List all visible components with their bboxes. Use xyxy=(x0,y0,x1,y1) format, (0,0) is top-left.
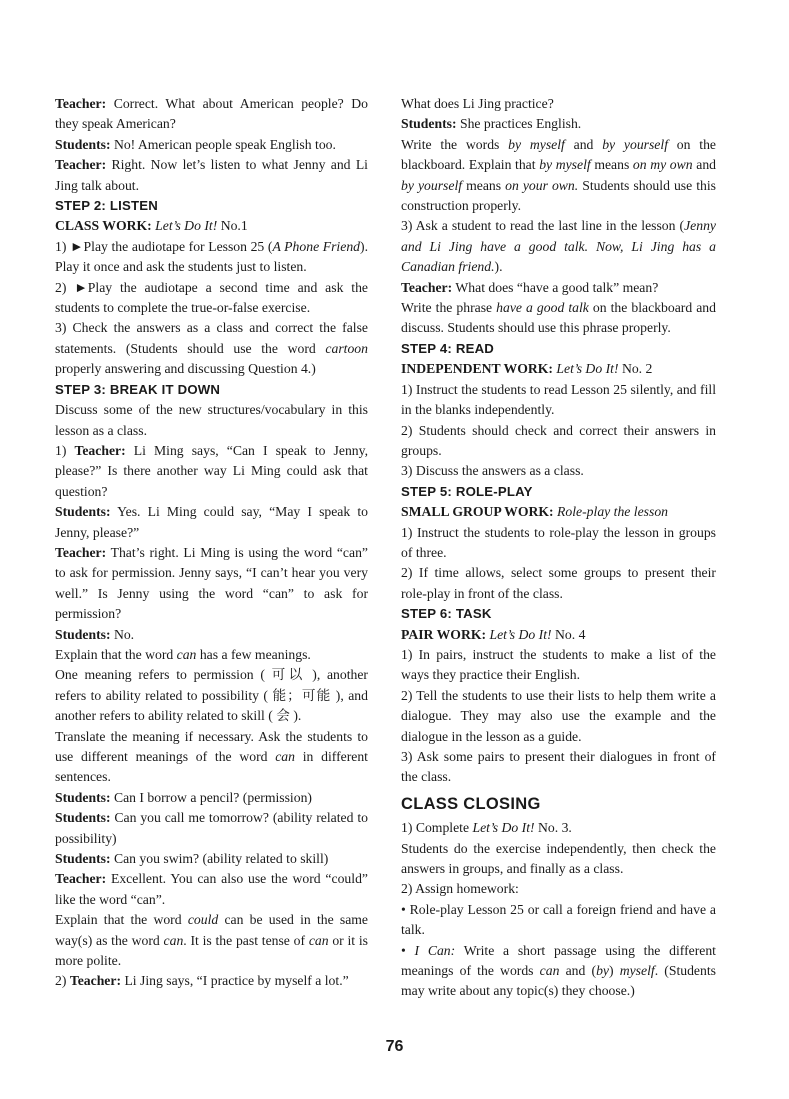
paragraph: 3) Ask some pairs to present their dialogues in front of the class. xyxy=(401,749,716,785)
paragraph: Students: Can I borrow a pencil? (permission) xyxy=(55,789,312,805)
paragraph: 3) Ask a student to read the last line in the lesson (Jenny and Li Jing have a good talk. Now, Li Jing has a Canadian friend.). xyxy=(401,218,716,275)
paragraph: Students: Yes. Li Ming could say, “May I speak to Jenny, please?” xyxy=(55,504,368,540)
step-heading: STEP 5: ROLE-PLAY xyxy=(401,483,533,499)
activity-label: SMALL GROUP WORK: Role-play the lesson xyxy=(401,504,669,520)
bullet-item: • Role-play Lesson 25 or call a foreign friend and have a talk. xyxy=(401,901,716,938)
paragraph: 1) Complete Let’s Do It! No. 3. xyxy=(401,820,572,836)
step-heading: STEP 2: LISTEN xyxy=(55,198,158,214)
activity-label: CLASS WORK: Let’s Do It! No.1 xyxy=(55,218,248,234)
left-column xyxy=(55,94,368,992)
paragraph: Teacher: That’s right. Li Ming is using the word “can” to ask for permission. Jenny says, “I can’t hear you very well.” Is Jenny using the word “can” to ask for permission? xyxy=(55,544,368,622)
right-column xyxy=(401,94,716,1002)
activity-label: PAIR WORK: Let’s Do It! No. 4 xyxy=(401,626,586,642)
paragraph: One meaning refers to permission ( 可以 ), another refers to ability related to possibility ( 能；可能 ), and another refers to ability related to skill ( 会 ). xyxy=(55,667,368,724)
paragraph: Explain that the word can has a few meanings. xyxy=(55,646,311,662)
section-heading: CLASS CLOSING xyxy=(401,794,541,813)
paragraph: 2) If time allows, select some groups to present their role-play in front of the class. xyxy=(401,565,716,601)
paragraph: Students: No. xyxy=(55,626,135,642)
step-heading: STEP 3: BREAK IT DOWN xyxy=(55,381,221,397)
paragraph: 1) Teacher: Li Ming says, “Can I speak to Jenny, please?” Is there another way Li Ming could ask that question? xyxy=(55,442,369,499)
paragraph: Teacher: Right. Now let’s listen to what Jenny and Li Jing talk about. xyxy=(55,157,368,193)
paragraph: Write the words by myself and by yourself on the blackboard. Explain that by myself means on my own and by yourself means on your own. Students should use this construction properly. xyxy=(401,136,717,214)
paragraph: Teacher: Correct. What about American people? Do they speak American? xyxy=(55,96,368,132)
bullet-item: • I Can: Write a short passage using the different meanings of the words can and (by) myself. (Students may write about any topic(s) they choose.) xyxy=(401,942,716,999)
step-heading: STEP 4: READ xyxy=(401,340,495,356)
paragraph: Teacher: What does “have a good talk” mean? xyxy=(401,279,659,295)
page-number: 76 xyxy=(385,1038,404,1055)
paragraph: 2) Tell the students to use their lists to help them write a dialogue. They may also use the example and the dialogue in the lesson as a guide. xyxy=(401,687,716,744)
paragraph: 2) Assign homework: xyxy=(401,881,519,897)
paragraph: 1) Instruct the students to read Lesson 25 silently, and fill in the blanks independently. xyxy=(401,381,716,418)
paragraph: Students: No! American people speak English too. xyxy=(55,136,336,152)
paragraph: 1) ►Play the audiotape for Lesson 25 (A Phone Friend). Play it once and ask the students just to listen. xyxy=(55,238,368,275)
paragraph: Write the phrase have a good talk on the blackboard and discuss. Students should use this phrase properly. xyxy=(401,300,716,336)
paragraph: Students: Can you swim? (ability related to skill) xyxy=(55,851,329,867)
activity-label: INDEPENDENT WORK: Let’s Do It! No. 2 xyxy=(401,361,653,377)
paragraph: Teacher: Excellent. You can also use the word “could” like the word “can”. xyxy=(55,871,368,907)
paragraph: 2) ►Play the audiotape a second time and ask the students to complete the true-or-false exercise. xyxy=(55,279,368,316)
paragraph: 2) Students should check and correct their answers in groups. xyxy=(401,422,716,458)
paragraph: 1) Instruct the students to role-play the lesson in groups of three. xyxy=(401,524,716,560)
paragraph: Discuss some of the new structures/vocabulary in this lesson as a class. xyxy=(55,402,368,438)
paragraph: 2) Teacher: Li Jing says, “I practice by myself a lot.” xyxy=(55,973,349,989)
step-heading: STEP 6: TASK xyxy=(401,606,492,622)
paragraph: Translate the meaning if necessary. Ask the students to use different meanings of the word can in different sentences. xyxy=(55,728,368,785)
paragraph: Students: Can you call me tomorrow? (ability related to possibility) xyxy=(55,810,368,846)
paragraph: Explain that the word could can be used in the same way(s) as the word can. It is the past tense of can or it is more polite. xyxy=(55,912,369,969)
paragraph: What does Li Jing practice? xyxy=(401,96,554,111)
paragraph: 1) In pairs, instruct the students to make a list of the ways they practice their English. xyxy=(401,646,716,683)
paragraph: 3) Check the answers as a class and correct the false statements. (Students should use the word cartoon properly answering and discussing Question 4.) xyxy=(55,320,368,377)
paragraph: Students do the exercise independently, then check the answers in groups, and finally as a class. xyxy=(401,840,716,877)
paragraph: Students: She practices English. xyxy=(401,116,582,132)
paragraph: 3) Discuss the answers as a class. xyxy=(401,463,584,479)
